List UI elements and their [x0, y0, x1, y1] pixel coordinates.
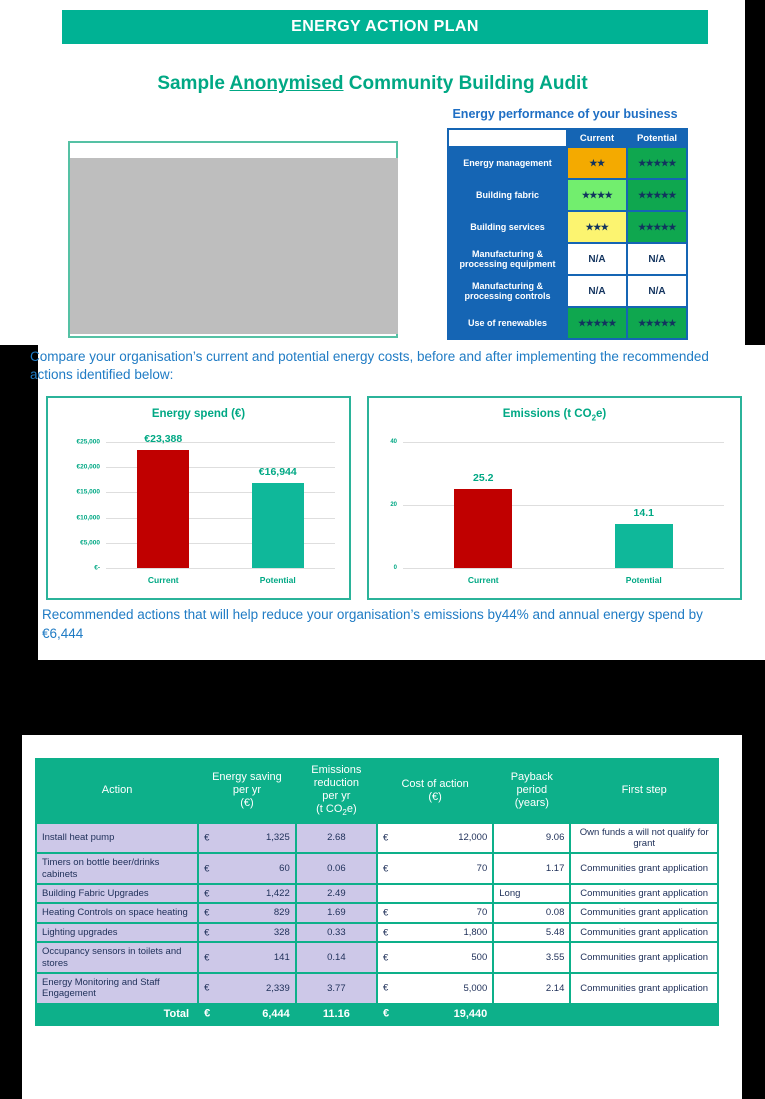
emissions-reduction-cell: 0.06 [297, 854, 376, 883]
chart-bar [137, 450, 189, 568]
performance-col-current: Current [568, 130, 626, 146]
chart-gridline [106, 442, 335, 443]
y-axis-tick-label: €25,000 [76, 438, 100, 446]
performance-row [449, 212, 686, 242]
actions-col-first-step: First step [571, 760, 717, 822]
performance-row [449, 244, 686, 274]
emissions-reduction-cell: 0.14 [297, 943, 376, 972]
energy-saving-cell [199, 904, 295, 921]
emissions-reduction-cell: 1.69 [297, 904, 376, 921]
star-rating-icon: ★★★★★ [578, 317, 616, 328]
currency-symbol: € [382, 926, 389, 938]
performance-cell-current [568, 276, 626, 306]
action-name-cell: Energy Monitoring and Staff Engagement [37, 974, 197, 1003]
performance-row-label: Building fabric [449, 180, 566, 210]
energy-saving-cell [199, 885, 295, 902]
first-step-cell: Communities grant application [571, 943, 717, 972]
energy-saving-cell [199, 854, 295, 883]
performance-row [449, 308, 686, 338]
first-step-cell: Communities grant application [571, 854, 717, 883]
cost-of-action-cell [378, 904, 492, 921]
bar-value-label: 14.1 [633, 506, 654, 519]
currency-symbol: € [382, 982, 389, 994]
currency-symbol: € [204, 951, 210, 963]
cost-value: 12,000 [458, 832, 488, 844]
currency-symbol: € [204, 1007, 211, 1020]
emissions-plot-area [369, 430, 740, 598]
emissions-reduction-cell: 2.49 [297, 885, 376, 902]
y-axis-tick-label: €5,000 [80, 539, 100, 547]
performance-cell-potential [628, 180, 686, 210]
subtitle-pre: Sample [157, 73, 230, 94]
first-step-cell: Communities grant application [571, 904, 717, 921]
not-applicable-label: N/A [588, 285, 606, 297]
performance-cell-potential [628, 308, 686, 338]
x-axis-category-label: Current [467, 575, 499, 585]
emissions-reduction-cell: 0.33 [297, 924, 376, 941]
energy-spend-chart-title: Energy spend (€) [151, 408, 246, 420]
emissions-chart-title: Emissions (t $CO_2e$) [502, 408, 607, 423]
performance-row-label: Energy management [449, 148, 566, 178]
intro-paragraph: Compare your organisation’s current and potential energy costs, before and after implementing the recommended actions identified below: [30, 349, 709, 383]
actions-col-emissions-reduction: Emissions reduction per yr (t $CO_2e$) [297, 760, 376, 822]
total-cost [378, 1005, 492, 1024]
performance-row [449, 276, 686, 306]
action-name-cell: Occupancy sensors in toilets and stores [37, 943, 197, 972]
total-payback [494, 1005, 569, 1024]
performance-header-row [449, 130, 686, 146]
performance-row [449, 148, 686, 178]
payback-period-cell: 3.55 [494, 943, 569, 972]
performance-corner-cell [449, 130, 566, 146]
y-axis-tick-label: 20 [390, 502, 397, 508]
recommendation-paragraph: Recommended actions that will help reduce your organisation’s emissions by44% and annual energy spend by €6,444 [42, 607, 703, 641]
x-axis-category-label: Current [147, 575, 179, 585]
cost-value: 5,000 [463, 982, 488, 994]
star-rating-icon: ★★★★★ [638, 221, 676, 232]
currency-symbol: € [204, 907, 210, 919]
performance-cell-current [568, 212, 626, 242]
payback-period-cell: 0.08 [494, 904, 569, 921]
payback-period-cell: 9.06 [494, 824, 569, 853]
first-step-cell: Communities grant application [571, 924, 717, 941]
page-title: ENERGY ACTION PLAN [291, 18, 479, 35]
total-first-step [571, 1005, 717, 1024]
currency-symbol: € [204, 863, 210, 875]
actions-table-body [37, 824, 717, 1024]
energy-saving-cell [199, 924, 295, 941]
x-axis-category-label: Potential [259, 575, 296, 585]
energy-saving-cell [199, 974, 295, 1003]
cost-of-action-cell [378, 854, 492, 883]
energy-performance-table [447, 128, 688, 340]
energy-saving-value: 829 [273, 907, 290, 919]
energy-saving-value: 1,325 [265, 832, 290, 844]
table-row [37, 943, 717, 972]
actions-col-payback: Payback period (years) [494, 760, 569, 822]
total-cost-value: 19,440 [453, 1007, 488, 1020]
star-rating-icon: ★★★★★ [638, 157, 676, 168]
energy-spend-chart [46, 396, 351, 600]
performance-row-label: Manufacturing & processing controls [449, 276, 566, 306]
first-step-cell: Communities grant application [571, 974, 717, 1003]
chart-gridline [403, 505, 724, 506]
star-rating-icon: ★★★★★ [638, 189, 676, 200]
payback-period-cell: 2.14 [494, 974, 569, 1003]
currency-symbol: € [204, 888, 210, 900]
chart-bar [252, 483, 304, 568]
cost-value: 70 [476, 863, 488, 874]
currency-symbol: € [204, 982, 210, 994]
currency-symbol: € [382, 832, 389, 844]
performance-cell-current [568, 308, 626, 338]
star-rating-icon: ★★★ [585, 221, 609, 232]
actions-col-energy-saving: Energy saving per yr (€) [199, 760, 295, 822]
cost-of-action-cell [378, 943, 492, 972]
energy-saving-value: 2,339 [265, 982, 290, 994]
bar-value-label: €16,944 [258, 465, 297, 478]
not-applicable-label: N/A [648, 253, 666, 265]
payback-period-cell: 5.48 [494, 924, 569, 941]
not-applicable-label: N/A [588, 253, 606, 265]
performance-cell-potential [628, 276, 686, 306]
energy-saving-cell [199, 824, 295, 853]
y-axis-tick-label: 0 [393, 565, 397, 571]
cost-value: 500 [471, 951, 488, 963]
y-axis-tick-label: €15,000 [76, 488, 100, 496]
payback-period-cell: 1.17 [494, 854, 569, 883]
total-emissions: 11.16 [297, 1005, 376, 1024]
performance-row-label: Building services [449, 212, 566, 242]
not-applicable-label: N/A [648, 285, 666, 297]
table-row [37, 824, 717, 853]
y-axis-tick-label: €10,000 [76, 514, 100, 522]
x-axis-category-label: Potential [625, 575, 662, 585]
performance-cell-current [568, 148, 626, 178]
y-axis-tick-label: 40 [390, 439, 397, 445]
star-rating-icon: ★★ [589, 157, 605, 168]
currency-symbol: € [382, 863, 389, 875]
first-step-cell: Communities grant application [571, 885, 717, 902]
bar-value-label: 25.2 [473, 471, 494, 484]
page-subtitle [0, 73, 745, 95]
table-row [37, 924, 717, 941]
subtitle-underlined: Anonymised [229, 73, 344, 94]
chart-gridline [106, 568, 335, 569]
energy-spend-plot-area [48, 430, 349, 598]
cost-of-action-cell [378, 824, 492, 853]
action-name-cell: Lighting upgrades [37, 924, 197, 941]
performance-cell-potential [628, 212, 686, 242]
cost-value: 1,800 [463, 926, 488, 938]
total-energy-saving [199, 1005, 295, 1024]
energy-saving-value: 141 [273, 951, 290, 963]
action-name-cell: Timers on bottle beer/drinks cabinets [37, 854, 197, 883]
table-row [37, 885, 717, 902]
cost-of-action-cell [378, 974, 492, 1003]
cost-of-action-cell [378, 885, 492, 902]
total-row [37, 1005, 717, 1024]
emissions-chart [367, 396, 742, 600]
actions-col-action: Action [37, 760, 197, 822]
performance-col-potential: Potential [628, 130, 686, 146]
currency-symbol: € [382, 907, 389, 919]
energy-saving-value: 1,422 [265, 888, 290, 900]
currency-symbol: € [382, 1007, 390, 1020]
total-energy-saving-value: 6,444 [262, 1007, 290, 1020]
energy-saving-value: 328 [273, 926, 290, 938]
chart-gridline [403, 442, 724, 443]
table-row [37, 904, 717, 921]
first-step-cell: Own funds a will not qualify for grant [571, 824, 717, 853]
total-label: Total [37, 1005, 197, 1024]
building-photo-redacted [70, 158, 398, 334]
performance-cell-potential [628, 244, 686, 274]
chart-gridline [403, 568, 724, 569]
performance-cell-current [568, 244, 626, 274]
recommended-actions-table [35, 758, 719, 1026]
actions-col-cost: Cost of action (€) [378, 760, 492, 822]
payback-period-cell: Long [494, 885, 569, 902]
y-axis-tick-label: €- [94, 564, 100, 572]
performance-row [449, 180, 686, 210]
currency-symbol: € [382, 951, 389, 963]
performance-table-title: Energy performance of your business [452, 107, 678, 121]
star-rating-icon: ★★★★ [581, 189, 613, 200]
chart-bar [454, 489, 512, 568]
actions-header-row [37, 760, 717, 822]
currency-symbol: € [204, 832, 210, 844]
energy-saving-cell [199, 943, 295, 972]
cost-value: 70 [476, 907, 488, 919]
action-name-cell: Building Fabric Upgrades [37, 885, 197, 902]
action-name-cell: Install heat pump [37, 824, 197, 853]
cost-of-action-cell [378, 924, 492, 941]
subtitle-post: Community Building Audit [343, 73, 588, 94]
emissions-reduction-cell: 2.68 [297, 824, 376, 853]
performance-cell-current [568, 180, 626, 210]
energy-saving-value: 60 [279, 863, 290, 874]
y-axis-tick-label: €20,000 [76, 463, 100, 471]
performance-body [449, 148, 686, 338]
chart-bar [615, 524, 673, 568]
table-row [37, 854, 717, 883]
action-name-cell: Heating Controls on space heating [37, 904, 197, 921]
emissions-reduction-cell: 3.77 [297, 974, 376, 1003]
table-row [37, 974, 717, 1003]
performance-cell-potential [628, 148, 686, 178]
currency-symbol: € [204, 926, 210, 938]
star-rating-icon: ★★★★★ [638, 317, 676, 328]
performance-row-label: Use of renewables [449, 308, 566, 338]
page-header-banner [62, 10, 708, 44]
performance-row-label: Manufacturing & processing equipment [449, 244, 566, 274]
bar-value-label: €23,388 [144, 433, 183, 446]
